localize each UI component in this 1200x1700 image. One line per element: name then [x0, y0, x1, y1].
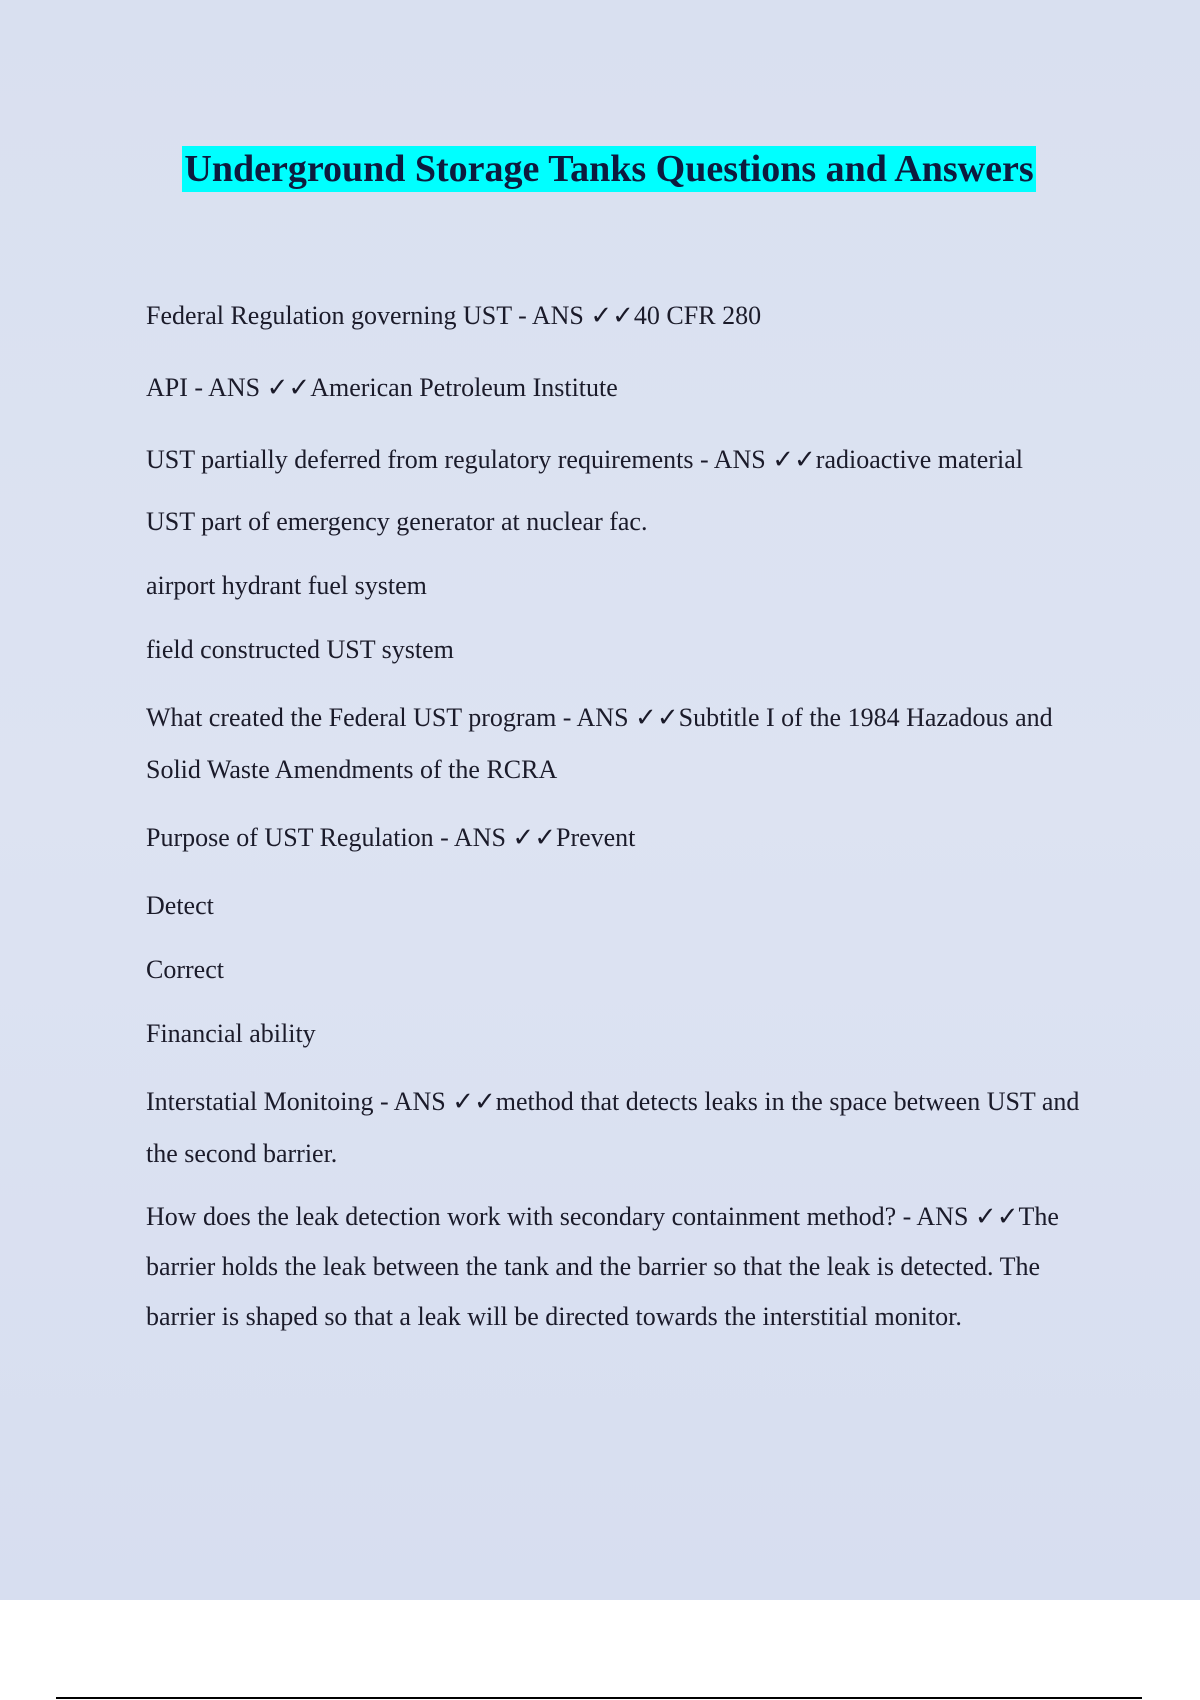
qa-paragraph: Financial ability	[146, 1019, 316, 1048]
qa-paragraph: UST part of emergency generator at nuclear fac.	[146, 507, 648, 536]
qa-paragraph: Detect	[146, 891, 214, 920]
qa-paragraph: Federal Regulation governing UST - ANS ✓✓40 CFR 280	[146, 301, 762, 330]
footer-rule	[56, 1697, 1142, 1699]
document-title: Underground Storage Tanks Questions and Answers	[184, 148, 1034, 190]
qa-paragraph: UST partially deferred from regulatory requirements - ANS ✓✓radioactive material	[146, 445, 1023, 474]
qa-paragraph: field constructed UST system	[146, 635, 454, 664]
qa-paragraph: What created the Federal UST program - ANS ✓✓Subtitle I of the 1984 Hazadous and Solid Waste Amendments of the RCRA	[146, 703, 1053, 784]
qa-paragraph: Correct	[146, 955, 224, 984]
qa-paragraph: Interstatial Monitoing - ANS ✓✓method that detects leaks in the space between UST and the second barrier.	[146, 1087, 1080, 1168]
qa-content	[146, 290, 1096, 1342]
qa-paragraph: airport hydrant fuel system	[146, 571, 427, 600]
qa-paragraph: How does the leak detection work with secondary containment method? - ANS ✓✓The barrier holds the leak between the tank and the barrier so that the leak is detected. The barrier is shaped so that a leak will be directed towards the interstitial monitor.	[146, 1202, 1059, 1331]
title-container	[0, 146, 1200, 192]
qa-paragraph: Purpose of UST Regulation - ANS ✓✓Prevent	[146, 823, 636, 852]
qa-paragraph: API - ANS ✓✓American Petroleum Institute	[146, 373, 618, 402]
